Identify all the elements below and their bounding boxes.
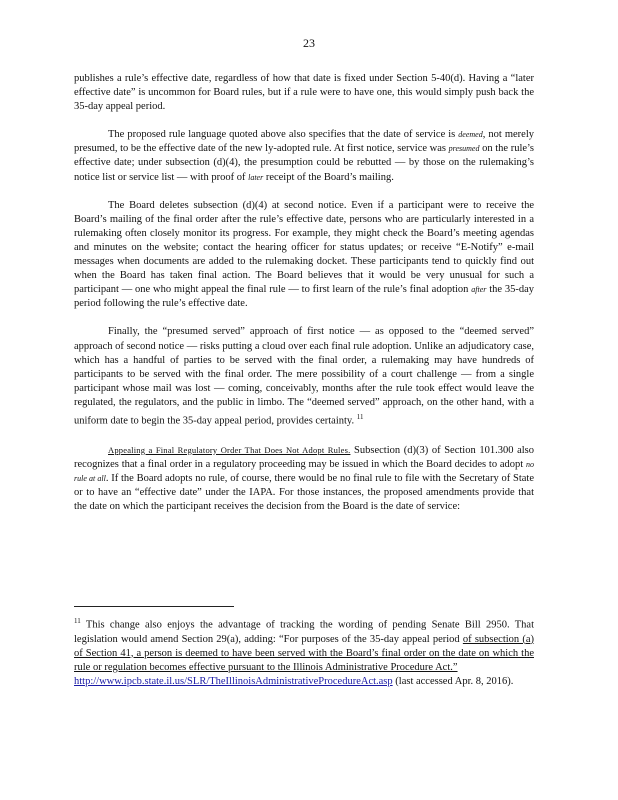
section-heading: Appealing a Final Regulatory Order That Does Not Adopt Rules. [108, 444, 351, 455]
footnote-quoted-text: of subsection (a) of Section 41, a person is deemed to have been served with the Board’s final order on the date on which the rule or regulation becomes effective pursuant to the Illinois Administrative Procedure Act.” [74, 633, 535, 673]
footnote-text-a: This change also enjoys the advantage of tracking the wording of pending Senate Bill 2950. That legislation would amend Section 29(a), adding: “For purposes of the 35-day appeal period [74, 619, 534, 645]
footnote-reference: 11 [356, 412, 364, 421]
emphasis-deemed: deemed [458, 130, 483, 140]
paragraph-3 [74, 199, 534, 312]
emphasis-later: later [248, 172, 264, 182]
emphasis-after: after [471, 285, 487, 295]
footnote [74, 614, 534, 689]
document-body [74, 72, 534, 528]
paragraph-5 [74, 443, 534, 514]
paragraph-2-text-c: on the rule’s effective date; under subsection (d)(4), the presumption could be rebutted — by those on the rulemaking’s notice list or service list — with proof of [74, 143, 535, 183]
page-number: 23 [303, 36, 315, 50]
paragraph-3-text-a: The Board deletes subsection (d)(4) at second notice. Even if a participant were to receive the Board’s mailing of the final order after the rule’s effective date, persons who are particularly interested in a rulemaking often closely monitor its progress. For example, they might check the Board’s meeting agendas and minutes on the website; contact the hearing officer for status updates; or receive “E-Notify” e-mail messages when documents are added to the rulemaking docket. These participants tend to quickly find out when the Board has taken final action. The Board believes that it would be very unusual for such a participant — one who might appeal the final rule — to first learn of the rule’s final adoption [74, 199, 534, 296]
paragraph-5-text-a: Subsection (d)(3) of Section 101.300 also recognizes that a final order in a regulatory proceeding may be issued in which the Board decides to adopt [74, 444, 534, 470]
footnote-mark: 11 [74, 617, 81, 625]
paragraph-4 [74, 325, 534, 428]
emphasis-presumed: presumed [448, 144, 480, 154]
footnote-accessed: (last accessed Apr. 8, 2016). [395, 675, 514, 687]
paragraph-2-text-b: , not merely presumed, to be the effective date of the new ly-adopted rule. At first notice, service was [74, 129, 534, 155]
footnote-link[interactable]: http://www.ipcb.state.il.us/SLR/TheIllinoisAdministrativeProcedureAct.asp [74, 675, 393, 687]
paragraph-2-text-d: receipt of the Board’s mailing. [265, 171, 394, 183]
paragraph-1: publishes a rule’s effective date, regardless of how that date is fixed under Section 5-40(d). Having a “later effective date” is uncommon for Board rules, but if a rule were to have one, this would simply push back the 35-day appeal period. [74, 73, 534, 113]
paragraph-5-text-b: . If the Board adopts no rule, of course, there would be no final rule to file with the Secretary of State or to have an “effective date” under the IAPA. For those instances, the proposed amendments provide that the date on which the participant receives the decision from the Board is the date of service: [74, 472, 534, 512]
paragraph-2-text-a: The proposed rule language quoted above also specifies that the date of service is [108, 129, 456, 141]
emphasis-no-rule: no rule at all [74, 459, 534, 483]
paragraph-4-text: Finally, the “presumed served” approach of first notice — as opposed to the “deemed served” approach of second notice — risks putting a cloud over each final rule adoption. Unlike an adjudicatory case, which has a handful of parties to be served with the final order, a rulemaking may have hundreds of participants to be served with the final order. The mere possibility of a court challenge — from a single participant whose mail was lost — coming, conceivably, months after the rule took effect would leave the regulated, the regulators, and the public in limbo. The “deemed served” approach, on the other hand, with a uniform date to begin the 35-day appeal period, provides certainty. [74, 326, 534, 427]
paragraph-3-text-b: the 35-day period following the rule’s effective date. [74, 284, 534, 310]
footnote-divider [74, 606, 234, 607]
paragraph-2 [74, 128, 534, 184]
